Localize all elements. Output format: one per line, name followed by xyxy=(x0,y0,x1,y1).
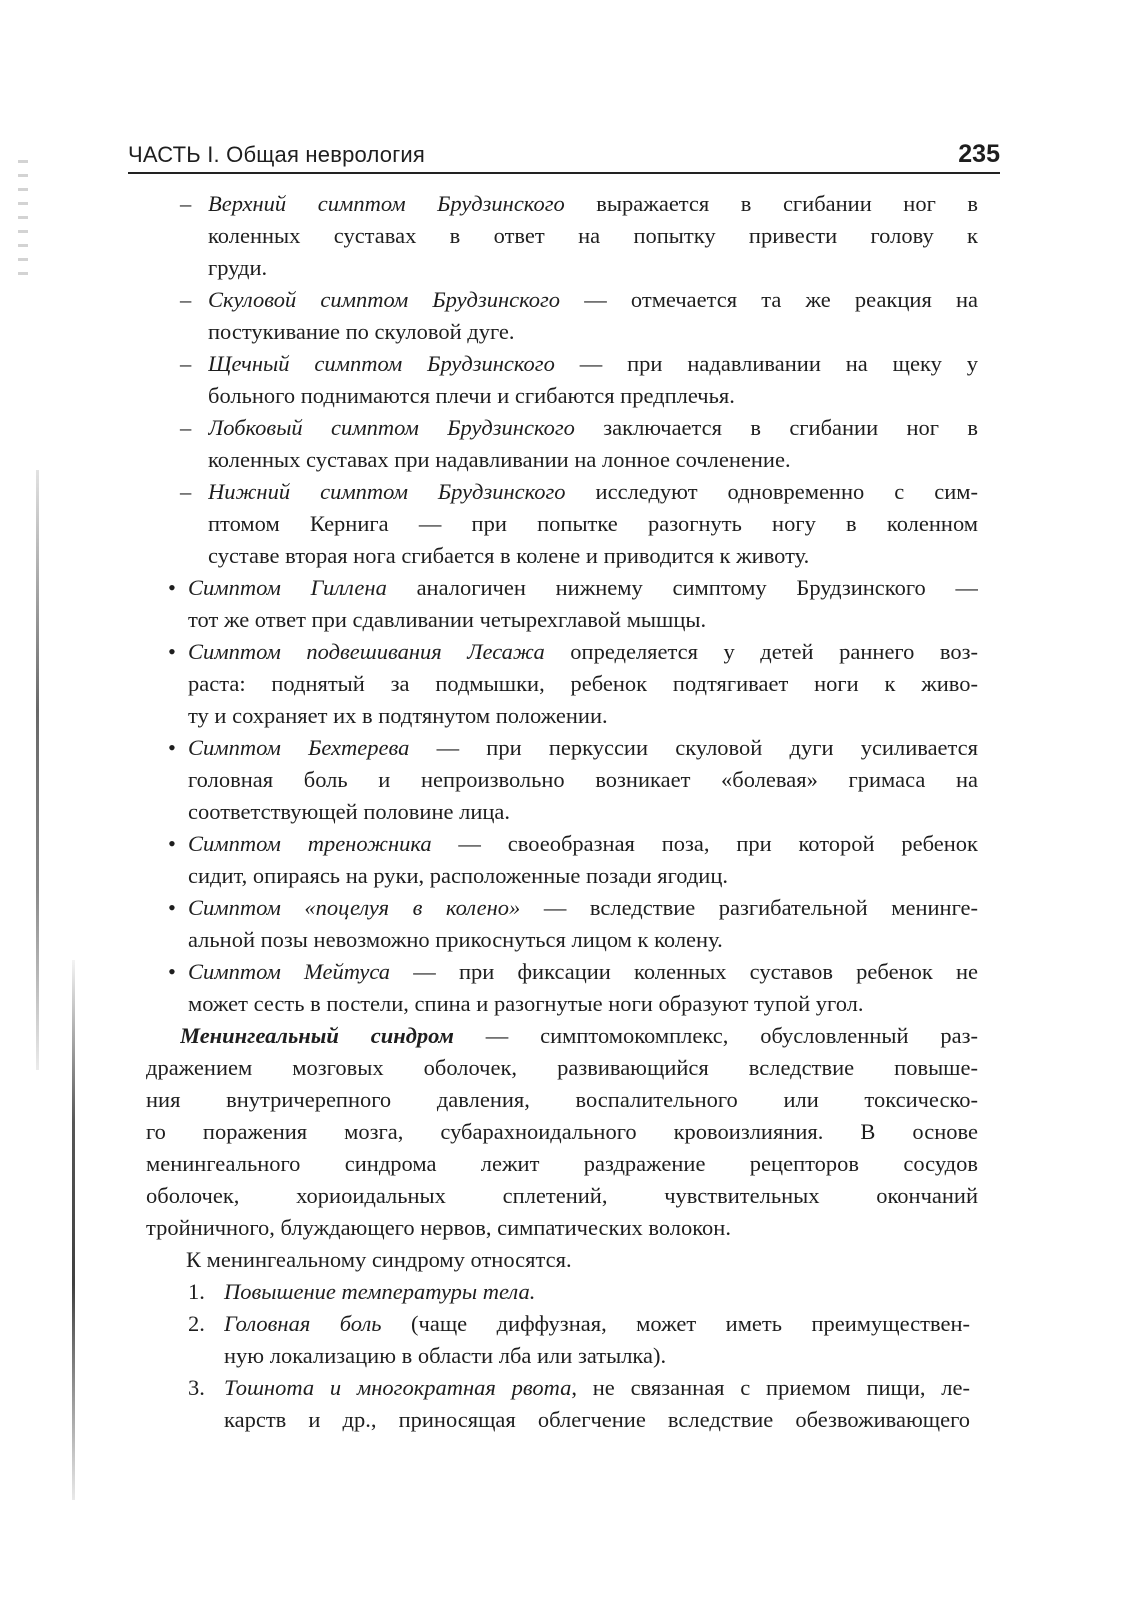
term: Симптом подвешивания Лесажа xyxy=(188,639,545,664)
bullet-marker: • xyxy=(168,959,176,984)
list-item-line: груди. xyxy=(208,255,268,280)
list-item xyxy=(180,348,191,380)
list-item-line: Симптом треножника — своеобразная поза, при которой ребенок xyxy=(188,831,978,856)
list-item-line: Симптом Гиллена аналогичен нижнему симптому Брудзинского — xyxy=(188,575,978,600)
dash-marker: – xyxy=(180,351,192,376)
list-item-line: Головная боль (чаще диффузная, может иметь преимуществен- xyxy=(224,1311,970,1336)
list-item-line: коленных суставах в ответ на попытку привести голову к xyxy=(208,223,978,248)
dash-marker: – xyxy=(180,287,192,312)
chapter-title: ЧАСТЬ I. Общая неврология xyxy=(128,142,426,167)
term: Симптом треножника xyxy=(188,831,432,856)
list-item xyxy=(168,732,176,764)
list-item xyxy=(180,284,191,316)
bullet-marker: • xyxy=(168,575,176,600)
list-item xyxy=(168,828,176,860)
list-item xyxy=(168,572,176,604)
page-number: 235 xyxy=(958,140,1000,168)
list-item-line: Симптом «поцелуя в колено» — вследствие разгибательной менинге- xyxy=(188,895,978,920)
term: Тошнота и многократная рвота xyxy=(224,1375,572,1400)
dash-marker: – xyxy=(180,191,192,216)
paragraph-line: ния внутричерепного давления, воспалительного или токсическо- xyxy=(146,1087,978,1112)
list-item-line: альной позы невозможно прикоснуться лицом к колену. xyxy=(188,927,723,952)
term: Скуловой симптом Брудзинского xyxy=(208,287,561,312)
bullet-marker: • xyxy=(168,895,176,920)
list-item-line: раста: поднятый за подмышки, ребенок подтягивает ноги к живо- xyxy=(188,671,978,696)
list-item-line: Нижний симптом Брудзинского исследуют одновременно с сим- xyxy=(208,479,978,504)
list-item-line: Симптом Бехтерева — при перкуссии скуловой дуги усиливается xyxy=(188,735,978,760)
term: Нижний симптом Брудзинского xyxy=(208,479,566,504)
list-item-line: постукивание по скуловой дуге. xyxy=(208,319,515,344)
term: Повышение температуры тела. xyxy=(224,1279,536,1304)
dash-marker: – xyxy=(180,479,192,504)
list-item-line: Тошнота и многократная рвота, не связанная с приемом пищи, ле- xyxy=(224,1375,970,1400)
term: Симптом Гиллена xyxy=(188,575,387,600)
paragraph-line: Менингеальный синдром — симптомокомплекс, обусловленный раз- xyxy=(180,1023,978,1048)
list-item-line: коленных суставах при надавливании на лонное сочленение. xyxy=(208,447,791,472)
scan-artifact xyxy=(18,160,28,280)
list-item xyxy=(168,636,176,668)
term: Лобковый симптом Брудзинского xyxy=(208,415,575,440)
list-item-line: сидит, опираясь на руки, расположенные позади ягодиц. xyxy=(188,863,729,888)
list-number: 3. xyxy=(188,1375,205,1400)
term: Симптом «поцелуя в колено» xyxy=(188,895,521,920)
list-number: 2. xyxy=(188,1311,205,1336)
list-item-line: Щечный симптом Брудзинского — при надавливании на щеку у xyxy=(208,351,978,376)
bullet-marker: • xyxy=(168,831,176,856)
paragraph-line: оболочек, хориоидальных сплетений, чувствительных окончаний xyxy=(146,1183,978,1208)
list-item-line: тот же ответ при сдавливании четырехглавой мышцы. xyxy=(188,607,707,632)
list-item-line: Симптом подвешивания Лесажа определяется у детей раннего воз- xyxy=(188,639,978,664)
list-item-line: Симптом Мейтуса — при фиксации коленных суставов ребенок не xyxy=(188,959,978,984)
list-item-line: суставе вторая нога сгибается в колене и приводится к животу. xyxy=(208,543,810,568)
list-item-line: карств и др., приносящая облегчение вследствие обезвоживающего xyxy=(224,1407,970,1432)
term: Менингеальный синдром xyxy=(180,1023,454,1048)
list-item xyxy=(180,188,191,220)
term: Щечный симптом Брудзинского xyxy=(208,351,555,376)
list-item-line: больного поднимаются плечи и сгибаются предплечья. xyxy=(208,383,735,408)
term: Верхний симптом Брудзинского xyxy=(208,191,565,216)
list-item-line: может сесть в постели, спина и разогнутые ноги образуют тупой угол. xyxy=(188,991,864,1016)
list-item xyxy=(168,892,176,924)
term: Симптом Мейтуса xyxy=(188,959,391,984)
paragraph-line: го поражения мозга, субарахноидального кровоизлияния. В основе xyxy=(146,1119,978,1144)
scan-artifact xyxy=(36,470,39,1070)
bullet-marker: • xyxy=(168,735,176,760)
list-item-line: Лобковый симптом Брудзинского заключается в сгибании ног в xyxy=(208,415,978,440)
paragraph-line: К менингеальному синдрому относятся. xyxy=(186,1247,572,1272)
list-item-line: головная боль и непроизвольно возникает «болевая» гримаса на xyxy=(188,767,978,792)
list-item-line: ту и сохраняет их в подтянутом положении. xyxy=(188,703,608,728)
list-item-line: Скуловой симптом Брудзинского — отмечается та же реакция на xyxy=(208,287,978,312)
list-number: 1. xyxy=(188,1279,205,1304)
paragraph-line: тройничного, блуждающего нервов, симпатических волокон. xyxy=(146,1215,731,1240)
list-item-line: Верхний симптом Брудзинского выражается в сгибании ног в xyxy=(208,191,978,216)
running-header xyxy=(128,136,1000,174)
dash-marker: – xyxy=(180,415,192,440)
list-item xyxy=(180,476,191,508)
list-item xyxy=(168,956,176,988)
list-item xyxy=(180,412,191,444)
bullet-marker: • xyxy=(168,639,176,664)
scan-artifact xyxy=(72,960,75,1500)
list-item-line: ную локализацию в области лба или затылка). xyxy=(224,1343,667,1368)
term: Головная боль xyxy=(224,1311,382,1336)
list-item-line: птомом Кернига — при попытке разогнуть ногу в коленном xyxy=(208,511,978,536)
paragraph-line: менингеального синдрома лежит раздражение рецепторов сосудов xyxy=(146,1151,978,1176)
list-item-line: соответствующей половине лица. xyxy=(188,799,511,824)
term: Симптом Бехтерева xyxy=(188,735,410,760)
paragraph-line: дражением мозговых оболочек, развивающийся вследствие повыше- xyxy=(146,1055,978,1080)
list-item-line xyxy=(224,1276,535,1308)
